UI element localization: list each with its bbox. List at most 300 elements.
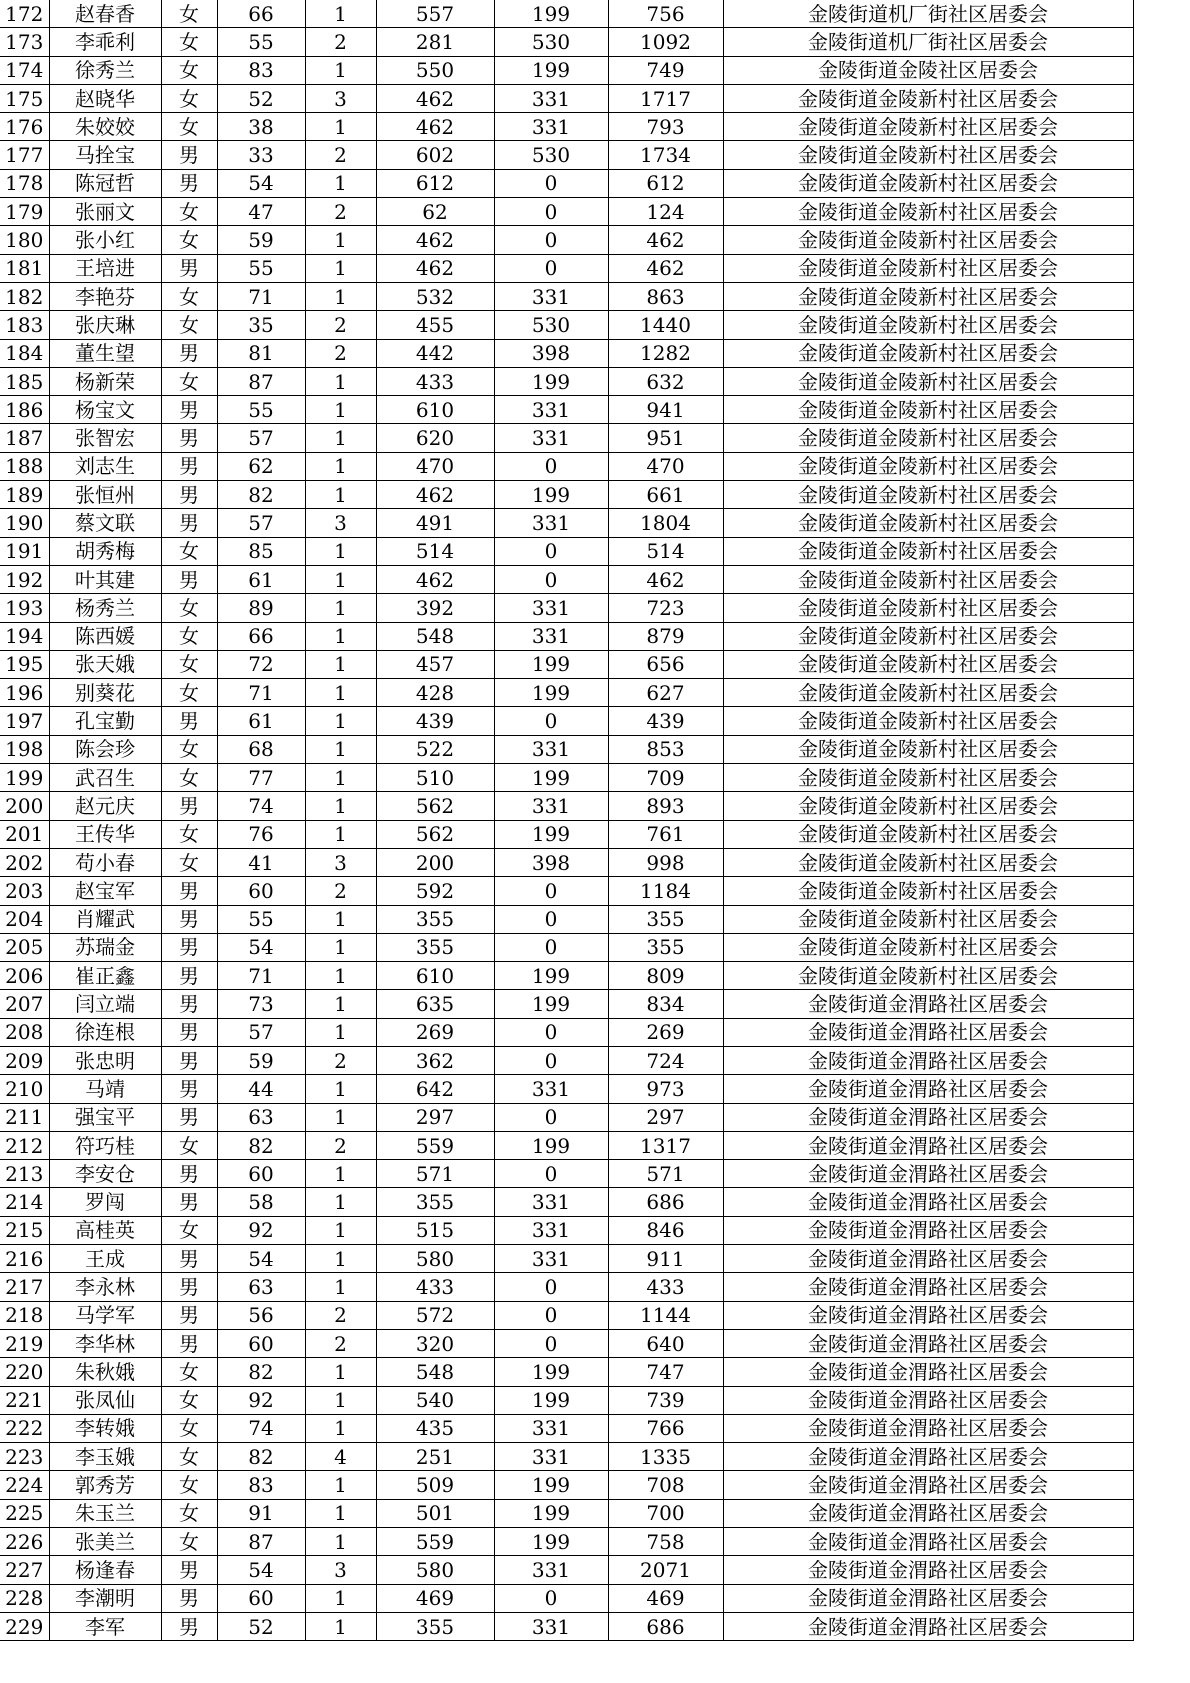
amount-cell: 515 bbox=[376, 1216, 494, 1244]
table-row bbox=[0, 141, 1133, 169]
amount-cell: 562 bbox=[376, 820, 494, 848]
subsidy-cell: 0 bbox=[494, 707, 608, 735]
row-number-cell: 211 bbox=[0, 1103, 49, 1131]
gender-cell: 女 bbox=[161, 1471, 217, 1499]
total-cell: 739 bbox=[608, 1386, 723, 1414]
row-number-cell: 214 bbox=[0, 1188, 49, 1216]
gender-cell: 男 bbox=[161, 1075, 217, 1103]
row-number-cell: 203 bbox=[0, 877, 49, 905]
table-row bbox=[0, 452, 1133, 480]
age-cell: 77 bbox=[217, 764, 305, 792]
row-number-cell: 217 bbox=[0, 1273, 49, 1301]
gender-cell: 男 bbox=[161, 141, 217, 169]
household-size-cell: 1 bbox=[305, 792, 376, 820]
household-size-cell: 2 bbox=[305, 1131, 376, 1159]
table-row bbox=[0, 1329, 1133, 1357]
row-number-cell: 206 bbox=[0, 962, 49, 990]
row-number-cell: 175 bbox=[0, 84, 49, 112]
household-size-cell: 1 bbox=[305, 1386, 376, 1414]
age-cell: 47 bbox=[217, 198, 305, 226]
age-cell: 71 bbox=[217, 282, 305, 310]
name-cell: 朱姣姣 bbox=[49, 113, 161, 141]
row-number-cell: 201 bbox=[0, 820, 49, 848]
household-size-cell: 1 bbox=[305, 169, 376, 197]
amount-cell: 269 bbox=[376, 1018, 494, 1046]
name-cell: 陈西媛 bbox=[49, 622, 161, 650]
total-cell: 766 bbox=[608, 1414, 723, 1442]
community-cell: 金陵街道机厂街社区居委会 bbox=[723, 28, 1133, 56]
household-size-cell: 1 bbox=[305, 933, 376, 961]
name-cell: 朱秋娥 bbox=[49, 1358, 161, 1386]
community-cell: 金陵街道金陵新村社区居委会 bbox=[723, 820, 1133, 848]
gender-cell: 女 bbox=[161, 622, 217, 650]
total-cell: 846 bbox=[608, 1216, 723, 1244]
gender-cell: 女 bbox=[161, 226, 217, 254]
household-size-cell: 1 bbox=[305, 1499, 376, 1527]
community-cell: 金陵街道金陵新村社区居委会 bbox=[723, 650, 1133, 678]
table-row bbox=[0, 990, 1133, 1018]
row-number-cell: 176 bbox=[0, 113, 49, 141]
community-cell: 金陵街道金陵新村社区居委会 bbox=[723, 141, 1133, 169]
community-cell: 金陵街道金渭路社区居委会 bbox=[723, 1075, 1133, 1103]
amount-cell: 462 bbox=[376, 84, 494, 112]
amount-cell: 297 bbox=[376, 1103, 494, 1131]
name-cell: 李军 bbox=[49, 1612, 161, 1640]
community-cell: 金陵街道机厂街社区居委会 bbox=[723, 0, 1133, 28]
amount-cell: 355 bbox=[376, 1612, 494, 1640]
community-cell: 金陵街道金渭路社区居委会 bbox=[723, 1301, 1133, 1329]
subsidy-cell: 0 bbox=[494, 452, 608, 480]
gender-cell: 女 bbox=[161, 282, 217, 310]
subsidy-cell: 530 bbox=[494, 141, 608, 169]
community-cell: 金陵街道金陵新村社区居委会 bbox=[723, 735, 1133, 763]
gender-cell: 男 bbox=[161, 990, 217, 1018]
community-cell: 金陵街道金陵新村社区居委会 bbox=[723, 537, 1133, 565]
name-cell: 张丽文 bbox=[49, 198, 161, 226]
amount-cell: 557 bbox=[376, 0, 494, 28]
subsidy-cell: 331 bbox=[494, 735, 608, 763]
table-row bbox=[0, 962, 1133, 990]
name-cell: 强宝平 bbox=[49, 1103, 161, 1131]
community-cell: 金陵街道金陵新村社区居委会 bbox=[723, 792, 1133, 820]
name-cell: 马靖 bbox=[49, 1075, 161, 1103]
table-row bbox=[0, 1386, 1133, 1414]
total-cell: 439 bbox=[608, 707, 723, 735]
age-cell: 91 bbox=[217, 1499, 305, 1527]
age-cell: 62 bbox=[217, 452, 305, 480]
household-size-cell: 1 bbox=[305, 226, 376, 254]
age-cell: 59 bbox=[217, 226, 305, 254]
name-cell: 杨逢春 bbox=[49, 1556, 161, 1584]
table-row bbox=[0, 1273, 1133, 1301]
amount-cell: 455 bbox=[376, 311, 494, 339]
table-row bbox=[0, 84, 1133, 112]
subsidy-cell: 331 bbox=[494, 509, 608, 537]
table-row bbox=[0, 169, 1133, 197]
name-cell: 马拴宝 bbox=[49, 141, 161, 169]
age-cell: 83 bbox=[217, 56, 305, 84]
household-size-cell: 1 bbox=[305, 0, 376, 28]
name-cell: 李潮明 bbox=[49, 1584, 161, 1612]
age-cell: 60 bbox=[217, 1160, 305, 1188]
household-size-cell: 2 bbox=[305, 28, 376, 56]
table-row bbox=[0, 1584, 1133, 1612]
table-row bbox=[0, 1358, 1133, 1386]
subsidy-cell: 331 bbox=[494, 594, 608, 622]
amount-cell: 620 bbox=[376, 424, 494, 452]
age-cell: 74 bbox=[217, 792, 305, 820]
table-row bbox=[0, 28, 1133, 56]
table-row bbox=[0, 650, 1133, 678]
subsidy-cell: 398 bbox=[494, 848, 608, 876]
table-row bbox=[0, 537, 1133, 565]
row-number-cell: 226 bbox=[0, 1528, 49, 1556]
name-cell: 赵元庆 bbox=[49, 792, 161, 820]
row-number-cell: 225 bbox=[0, 1499, 49, 1527]
household-size-cell: 2 bbox=[305, 1301, 376, 1329]
age-cell: 33 bbox=[217, 141, 305, 169]
total-cell: 355 bbox=[608, 933, 723, 961]
name-cell: 苟小春 bbox=[49, 848, 161, 876]
amount-cell: 642 bbox=[376, 1075, 494, 1103]
row-number-cell: 227 bbox=[0, 1556, 49, 1584]
name-cell: 叶其建 bbox=[49, 565, 161, 593]
community-cell: 金陵街道金渭路社区居委会 bbox=[723, 1358, 1133, 1386]
gender-cell: 男 bbox=[161, 509, 217, 537]
amount-cell: 355 bbox=[376, 905, 494, 933]
subsidy-cell: 0 bbox=[494, 1103, 608, 1131]
subsidy-cell: 199 bbox=[494, 962, 608, 990]
gender-cell: 男 bbox=[161, 452, 217, 480]
row-number-cell: 209 bbox=[0, 1046, 49, 1074]
household-size-cell: 2 bbox=[305, 311, 376, 339]
community-cell: 金陵街道金渭路社区居委会 bbox=[723, 1046, 1133, 1074]
gender-cell: 女 bbox=[161, 1528, 217, 1556]
table-row bbox=[0, 254, 1133, 282]
age-cell: 54 bbox=[217, 933, 305, 961]
household-size-cell: 4 bbox=[305, 1443, 376, 1471]
community-cell: 金陵街道金渭路社区居委会 bbox=[723, 1471, 1133, 1499]
age-cell: 55 bbox=[217, 905, 305, 933]
table-row bbox=[0, 1245, 1133, 1273]
age-cell: 66 bbox=[217, 622, 305, 650]
total-cell: 911 bbox=[608, 1245, 723, 1273]
table-row bbox=[0, 707, 1133, 735]
table-row bbox=[0, 198, 1133, 226]
subsidy-cell: 398 bbox=[494, 339, 608, 367]
name-cell: 李乖利 bbox=[49, 28, 161, 56]
community-cell: 金陵街道金陵新村社区居委会 bbox=[723, 226, 1133, 254]
household-size-cell: 1 bbox=[305, 1018, 376, 1046]
age-cell: 60 bbox=[217, 1584, 305, 1612]
gender-cell: 男 bbox=[161, 565, 217, 593]
community-cell: 金陵街道金陵新村社区居委会 bbox=[723, 877, 1133, 905]
community-cell: 金陵街道金陵新村社区居委会 bbox=[723, 282, 1133, 310]
household-size-cell: 1 bbox=[305, 622, 376, 650]
gender-cell: 女 bbox=[161, 1131, 217, 1159]
age-cell: 56 bbox=[217, 1301, 305, 1329]
total-cell: 470 bbox=[608, 452, 723, 480]
name-cell: 李安仓 bbox=[49, 1160, 161, 1188]
subsidy-cell: 0 bbox=[494, 1046, 608, 1074]
household-size-cell: 3 bbox=[305, 1556, 376, 1584]
household-size-cell: 1 bbox=[305, 962, 376, 990]
amount-cell: 362 bbox=[376, 1046, 494, 1074]
total-cell: 747 bbox=[608, 1358, 723, 1386]
table-row bbox=[0, 1499, 1133, 1527]
row-number-cell: 207 bbox=[0, 990, 49, 1018]
community-cell: 金陵街道金渭路社区居委会 bbox=[723, 1584, 1133, 1612]
subsidy-cell: 530 bbox=[494, 28, 608, 56]
total-cell: 973 bbox=[608, 1075, 723, 1103]
age-cell: 57 bbox=[217, 509, 305, 537]
household-size-cell: 1 bbox=[305, 367, 376, 395]
row-number-cell: 223 bbox=[0, 1443, 49, 1471]
table-row bbox=[0, 1075, 1133, 1103]
household-size-cell: 3 bbox=[305, 84, 376, 112]
total-cell: 124 bbox=[608, 198, 723, 226]
amount-cell: 559 bbox=[376, 1131, 494, 1159]
total-cell: 893 bbox=[608, 792, 723, 820]
total-cell: 462 bbox=[608, 254, 723, 282]
gender-cell: 男 bbox=[161, 396, 217, 424]
gender-cell: 男 bbox=[161, 1018, 217, 1046]
subsidy-cell: 199 bbox=[494, 0, 608, 28]
gender-cell: 女 bbox=[161, 537, 217, 565]
community-cell: 金陵街道金陵新村社区居委会 bbox=[723, 594, 1133, 622]
household-size-cell: 1 bbox=[305, 735, 376, 763]
row-number-cell: 178 bbox=[0, 169, 49, 197]
amount-cell: 548 bbox=[376, 1358, 494, 1386]
community-cell: 金陵街道金陵新村社区居委会 bbox=[723, 679, 1133, 707]
community-cell: 金陵街道金陵新村社区居委会 bbox=[723, 424, 1133, 452]
table-row bbox=[0, 1131, 1133, 1159]
row-number-cell: 185 bbox=[0, 367, 49, 395]
age-cell: 92 bbox=[217, 1386, 305, 1414]
subsidy-cell: 199 bbox=[494, 1499, 608, 1527]
amount-cell: 439 bbox=[376, 707, 494, 735]
community-cell: 金陵街道金陵新村社区居委会 bbox=[723, 962, 1133, 990]
name-cell: 张凤仙 bbox=[49, 1386, 161, 1414]
gender-cell: 女 bbox=[161, 764, 217, 792]
community-cell: 金陵街道金陵新村社区居委会 bbox=[723, 198, 1133, 226]
household-size-cell: 1 bbox=[305, 1471, 376, 1499]
community-cell: 金陵街道金陵新村社区居委会 bbox=[723, 933, 1133, 961]
gender-cell: 男 bbox=[161, 1188, 217, 1216]
community-cell: 金陵街道金渭路社区居委会 bbox=[723, 1528, 1133, 1556]
row-number-cell: 191 bbox=[0, 537, 49, 565]
row-number-cell: 205 bbox=[0, 933, 49, 961]
amount-cell: 610 bbox=[376, 396, 494, 424]
name-cell: 马学军 bbox=[49, 1301, 161, 1329]
row-number-cell: 174 bbox=[0, 56, 49, 84]
amount-cell: 462 bbox=[376, 481, 494, 509]
name-cell: 高桂英 bbox=[49, 1216, 161, 1244]
gender-cell: 男 bbox=[161, 792, 217, 820]
subsidy-cell: 0 bbox=[494, 537, 608, 565]
name-cell: 王成 bbox=[49, 1245, 161, 1273]
gender-cell: 男 bbox=[161, 1046, 217, 1074]
table-row bbox=[0, 1471, 1133, 1499]
row-number-cell: 188 bbox=[0, 452, 49, 480]
total-cell: 1144 bbox=[608, 1301, 723, 1329]
age-cell: 58 bbox=[217, 1188, 305, 1216]
gender-cell: 男 bbox=[161, 707, 217, 735]
total-cell: 879 bbox=[608, 622, 723, 650]
name-cell: 陈冠哲 bbox=[49, 169, 161, 197]
table-row bbox=[0, 848, 1133, 876]
amount-cell: 571 bbox=[376, 1160, 494, 1188]
subsidy-cell: 0 bbox=[494, 1301, 608, 1329]
name-cell: 张天娥 bbox=[49, 650, 161, 678]
row-number-cell: 184 bbox=[0, 339, 49, 367]
age-cell: 74 bbox=[217, 1414, 305, 1442]
household-size-cell: 1 bbox=[305, 650, 376, 678]
row-number-cell: 198 bbox=[0, 735, 49, 763]
table-row bbox=[0, 424, 1133, 452]
household-size-cell: 1 bbox=[305, 1612, 376, 1640]
total-cell: 462 bbox=[608, 226, 723, 254]
subsidy-cell: 0 bbox=[494, 254, 608, 282]
table-row bbox=[0, 679, 1133, 707]
subsidy-cell: 0 bbox=[494, 169, 608, 197]
table-row bbox=[0, 113, 1133, 141]
amount-cell: 281 bbox=[376, 28, 494, 56]
community-cell: 金陵街道金陵新村社区居委会 bbox=[723, 481, 1133, 509]
amount-cell: 435 bbox=[376, 1414, 494, 1442]
row-number-cell: 193 bbox=[0, 594, 49, 622]
row-number-cell: 204 bbox=[0, 905, 49, 933]
name-cell: 徐连根 bbox=[49, 1018, 161, 1046]
gender-cell: 男 bbox=[161, 424, 217, 452]
age-cell: 38 bbox=[217, 113, 305, 141]
age-cell: 55 bbox=[217, 396, 305, 424]
household-size-cell: 1 bbox=[305, 820, 376, 848]
row-number-cell: 216 bbox=[0, 1245, 49, 1273]
subsidy-cell: 199 bbox=[494, 820, 608, 848]
community-cell: 金陵街道金陵新村社区居委会 bbox=[723, 565, 1133, 593]
row-number-cell: 197 bbox=[0, 707, 49, 735]
table-row bbox=[0, 1443, 1133, 1471]
name-cell: 刘志生 bbox=[49, 452, 161, 480]
table-row bbox=[0, 56, 1133, 84]
table-row bbox=[0, 509, 1133, 537]
community-cell: 金陵街道金渭路社区居委会 bbox=[723, 1103, 1133, 1131]
table-row bbox=[0, 792, 1133, 820]
total-cell: 708 bbox=[608, 1471, 723, 1499]
age-cell: 61 bbox=[217, 707, 305, 735]
household-size-cell: 1 bbox=[305, 707, 376, 735]
age-cell: 52 bbox=[217, 84, 305, 112]
table-row bbox=[0, 1046, 1133, 1074]
total-cell: 462 bbox=[608, 565, 723, 593]
total-cell: 433 bbox=[608, 1273, 723, 1301]
subsidy-cell: 331 bbox=[494, 792, 608, 820]
name-cell: 赵春香 bbox=[49, 0, 161, 28]
subsidy-cell: 0 bbox=[494, 1160, 608, 1188]
gender-cell: 女 bbox=[161, 84, 217, 112]
community-cell: 金陵街道金陵新村社区居委会 bbox=[723, 509, 1133, 537]
gender-cell: 女 bbox=[161, 1358, 217, 1386]
name-cell: 闫立端 bbox=[49, 990, 161, 1018]
row-number-cell: 190 bbox=[0, 509, 49, 537]
gender-cell: 女 bbox=[161, 56, 217, 84]
household-size-cell: 1 bbox=[305, 1103, 376, 1131]
age-cell: 66 bbox=[217, 0, 305, 28]
table-row bbox=[0, 1103, 1133, 1131]
row-number-cell: 208 bbox=[0, 1018, 49, 1046]
community-cell: 金陵街道金渭路社区居委会 bbox=[723, 1131, 1133, 1159]
table-row bbox=[0, 1301, 1133, 1329]
table-row bbox=[0, 622, 1133, 650]
gender-cell: 男 bbox=[161, 933, 217, 961]
row-number-cell: 187 bbox=[0, 424, 49, 452]
household-size-cell: 3 bbox=[305, 848, 376, 876]
table-row bbox=[0, 1160, 1133, 1188]
total-cell: 723 bbox=[608, 594, 723, 622]
table-row bbox=[0, 1612, 1133, 1640]
name-cell: 张忠明 bbox=[49, 1046, 161, 1074]
community-cell: 金陵街道金陵新村社区居委会 bbox=[723, 254, 1133, 282]
amount-cell: 532 bbox=[376, 282, 494, 310]
age-cell: 54 bbox=[217, 1245, 305, 1273]
age-cell: 55 bbox=[217, 28, 305, 56]
gender-cell: 男 bbox=[161, 1301, 217, 1329]
total-cell: 1184 bbox=[608, 877, 723, 905]
amount-cell: 469 bbox=[376, 1584, 494, 1612]
community-cell: 金陵街道金渭路社区居委会 bbox=[723, 1216, 1133, 1244]
community-cell: 金陵街道金陵新村社区居委会 bbox=[723, 339, 1133, 367]
age-cell: 85 bbox=[217, 537, 305, 565]
subsidy-cell: 199 bbox=[494, 1386, 608, 1414]
age-cell: 59 bbox=[217, 1046, 305, 1074]
amount-cell: 392 bbox=[376, 594, 494, 622]
age-cell: 82 bbox=[217, 1443, 305, 1471]
gender-cell: 女 bbox=[161, 820, 217, 848]
row-number-cell: 172 bbox=[0, 0, 49, 28]
total-cell: 297 bbox=[608, 1103, 723, 1131]
table-row bbox=[0, 0, 1133, 28]
total-cell: 761 bbox=[608, 820, 723, 848]
age-cell: 44 bbox=[217, 1075, 305, 1103]
amount-cell: 462 bbox=[376, 113, 494, 141]
total-cell: 612 bbox=[608, 169, 723, 197]
household-size-cell: 1 bbox=[305, 594, 376, 622]
table-row bbox=[0, 820, 1133, 848]
household-size-cell: 2 bbox=[305, 1329, 376, 1357]
community-cell: 金陵街道金陵新村社区居委会 bbox=[723, 367, 1133, 395]
household-size-cell: 1 bbox=[305, 1245, 376, 1273]
name-cell: 崔正鑫 bbox=[49, 962, 161, 990]
table-row bbox=[0, 565, 1133, 593]
table-row bbox=[0, 764, 1133, 792]
household-size-cell: 2 bbox=[305, 141, 376, 169]
total-cell: 700 bbox=[608, 1499, 723, 1527]
total-cell: 749 bbox=[608, 56, 723, 84]
total-cell: 756 bbox=[608, 0, 723, 28]
table-row bbox=[0, 877, 1133, 905]
name-cell: 李艳芬 bbox=[49, 282, 161, 310]
subsidy-cell: 331 bbox=[494, 282, 608, 310]
subsidy-cell: 0 bbox=[494, 198, 608, 226]
community-cell: 金陵街道金渭路社区居委会 bbox=[723, 1188, 1133, 1216]
row-number-cell: 186 bbox=[0, 396, 49, 424]
total-cell: 1717 bbox=[608, 84, 723, 112]
name-cell: 胡秀梅 bbox=[49, 537, 161, 565]
row-number-cell: 195 bbox=[0, 650, 49, 678]
age-cell: 52 bbox=[217, 1612, 305, 1640]
gender-cell: 女 bbox=[161, 735, 217, 763]
